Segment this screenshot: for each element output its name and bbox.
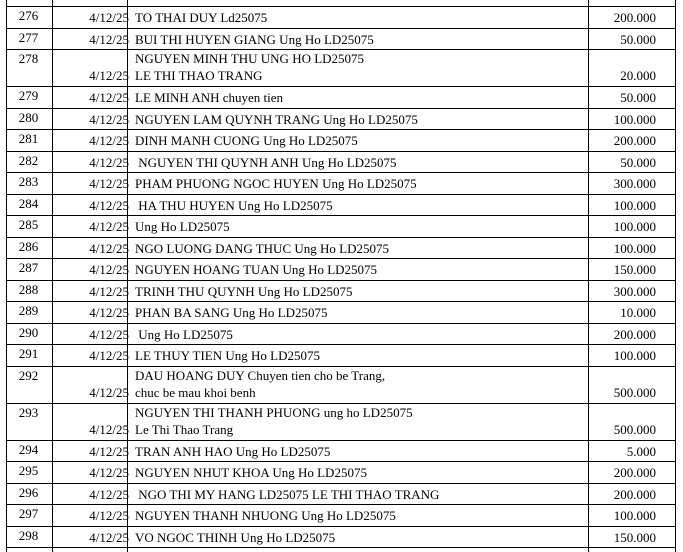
- row-amount: 200.000: [613, 487, 656, 502]
- row-date-cell: [52, 86, 131, 108]
- row-number-cell: [6, 6, 51, 28]
- row-number-cell: [6, 504, 51, 526]
- row-description-cell: [133, 6, 591, 28]
- row-number-cell: [6, 301, 51, 323]
- row-number-cell: [6, 366, 51, 403]
- row-description-cell: [133, 258, 591, 280]
- row-date-cell: [52, 526, 131, 548]
- row-date: 4/12/25: [89, 176, 129, 191]
- row-description: DAU HOANG DUY Chuyen tien cho be Trang, chuc be mau khoi benh: [135, 368, 386, 400]
- row-amount: 200.000: [613, 327, 656, 342]
- row-description: NGUYEN NHUT KHOA Ung Ho LD25075: [135, 465, 367, 480]
- row-number-cell: [6, 49, 51, 86]
- row-amount-cell: [592, 403, 674, 440]
- row-description-cell: [133, 129, 591, 151]
- row-amount: 5.000: [626, 444, 656, 459]
- row-number-cell: [6, 194, 51, 216]
- table-row: [6, 172, 675, 194]
- row-number-cell: [6, 237, 51, 259]
- row-date: 4/12/25: [89, 327, 129, 342]
- table-row: [6, 526, 675, 548]
- row-date-cell: [52, 237, 131, 259]
- row-amount-cell: [592, 237, 674, 259]
- row-amount-cell: [592, 108, 674, 130]
- row-date-cell: [52, 28, 131, 50]
- row-date: 4/12/25: [89, 385, 129, 400]
- row-number-cell: [6, 526, 51, 548]
- table-row: [6, 151, 675, 173]
- row-description: LE MINH ANH chuyen tien: [135, 90, 284, 105]
- row-description: TRAN ANH HAO Ung Ho LD25075: [135, 444, 331, 459]
- row-amount-cell: [592, 151, 674, 173]
- row-description: NGUYEN HOANG TUAN Ung Ho LD25075: [135, 262, 378, 277]
- row-description: NGO LUONG DANG THUC Ung Ho LD25075: [135, 241, 389, 256]
- row-amount-cell: [592, 344, 674, 366]
- row-number-cell: [6, 280, 51, 302]
- row-description-cell: [133, 86, 591, 108]
- row-description: NGUYEN LAM QUYNH TRANG Ung Ho LD25075: [135, 112, 418, 127]
- table-row: [6, 280, 675, 302]
- table-row: [6, 301, 675, 323]
- row-number-cell: [6, 172, 51, 194]
- row-number: 285: [18, 217, 39, 232]
- row-amount-cell: [592, 49, 674, 86]
- row-description-cell: [133, 323, 591, 345]
- row-number: 277: [18, 30, 39, 45]
- table-row: [6, 504, 675, 526]
- row-amount-cell: [592, 504, 674, 526]
- table-row: [6, 28, 675, 50]
- row-date-cell: [52, 172, 131, 194]
- row-date-cell: [52, 6, 131, 28]
- row-amount: 150.000: [613, 530, 656, 545]
- row-number-cell: [6, 323, 51, 345]
- row-amount: 150.000: [613, 262, 656, 277]
- row-description-cell: [133, 504, 591, 526]
- row-amount-cell: [592, 280, 674, 302]
- row-number-cell: [6, 28, 51, 50]
- row-number: 288: [18, 282, 39, 297]
- row-description-cell: [133, 280, 591, 302]
- row-date-cell: [52, 49, 131, 86]
- row-date-cell: [52, 215, 131, 237]
- row-amount: 500.000: [613, 422, 656, 437]
- row-number-cell: [6, 483, 51, 505]
- row-date-cell: [52, 194, 131, 216]
- row-description-cell: [133, 49, 591, 86]
- row-description: LE THUY TIEN Ung Ho LD25075: [135, 348, 320, 363]
- row-description-cell: [133, 483, 591, 505]
- row-date: 4/12/25: [89, 348, 129, 363]
- row-date-cell: [52, 403, 131, 440]
- row-description: Ung Ho LD25075: [135, 219, 230, 234]
- row-number: 278: [18, 51, 39, 66]
- row-amount: 20.000: [620, 68, 656, 83]
- row-number: 290: [18, 325, 39, 340]
- row-amount-cell: [592, 28, 674, 50]
- row-date: 4/12/25: [89, 10, 129, 25]
- row-amount: 100.000: [613, 198, 656, 213]
- row-date: 4/12/25: [89, 305, 129, 320]
- table-row: [6, 461, 675, 483]
- row-description-cell: [133, 151, 591, 173]
- row-number: 289: [18, 303, 39, 318]
- row-date: 4/12/25: [89, 284, 129, 299]
- row-number-cell: [6, 403, 51, 440]
- row-number: 276: [18, 8, 39, 23]
- column-border: [675, 0, 676, 552]
- row-date-cell: [52, 151, 131, 173]
- row-amount-cell: [592, 440, 674, 462]
- row-date: 4/12/25: [89, 241, 129, 256]
- row-amount: 200.000: [613, 10, 656, 25]
- row-number: 279: [18, 88, 39, 103]
- row-number: 287: [18, 260, 39, 275]
- row-number-cell: [6, 86, 51, 108]
- row-description: BUI THI HUYEN GIANG Ung Ho LD25075: [135, 32, 374, 47]
- row-amount: 10.000: [620, 305, 656, 320]
- row-amount: 500.000: [613, 385, 656, 400]
- row-number: 297: [18, 506, 39, 521]
- row-description: DINH MANH CUONG Ung Ho LD25075: [135, 133, 358, 148]
- table-row: [6, 129, 675, 151]
- row-number: 295: [18, 463, 39, 478]
- row-amount-cell: [592, 6, 674, 28]
- row-amount: 50.000: [620, 155, 656, 170]
- row-description: PHAM PHUONG NGOC HUYEN Ung Ho LD25075: [135, 176, 417, 191]
- row-number-cell: [6, 151, 51, 173]
- row-number: 282: [18, 153, 39, 168]
- row-description-cell: [133, 526, 591, 548]
- row-amount-cell: [592, 215, 674, 237]
- row-date: 4/12/25: [89, 465, 129, 480]
- row-number: 281: [18, 131, 39, 146]
- row-date: 4/12/25: [89, 487, 129, 502]
- row-date: 4/12/25: [89, 68, 129, 83]
- row-date-cell: [52, 504, 131, 526]
- row-description-cell: [133, 215, 591, 237]
- row-amount-cell: [592, 526, 674, 548]
- row-date-cell: [52, 301, 131, 323]
- table-row: [6, 108, 675, 130]
- table-row: [6, 86, 675, 108]
- row-number: 284: [18, 196, 39, 211]
- row-description: TO THAI DUY Ld25075: [135, 10, 268, 25]
- row-description: NGUYEN MINH THU UNG HO LD25075 LE THI THAO TRANG: [135, 51, 365, 83]
- row-amount: 50.000: [620, 32, 656, 47]
- row-description-cell: [133, 440, 591, 462]
- row-number-cell: [6, 215, 51, 237]
- row-description-cell: [133, 461, 591, 483]
- row-amount: 100.000: [613, 508, 656, 523]
- row-description: NGUYEN THI THANH PHUONG ung ho LD25075 Le Thi Thao Trang: [135, 405, 413, 437]
- row-amount: 100.000: [613, 241, 656, 256]
- row-date-cell: [52, 280, 131, 302]
- row-description-cell: [133, 366, 591, 403]
- row-date-cell: [52, 461, 131, 483]
- row-amount-cell: [592, 483, 674, 505]
- row-description-cell: [133, 237, 591, 259]
- row-date: 4/12/25: [89, 155, 129, 170]
- row-amount-cell: [592, 366, 674, 403]
- row-description: HA THU HUYEN Ung Ho LD25075: [135, 198, 333, 213]
- row-number-cell: [6, 344, 51, 366]
- row-description-cell: [133, 194, 591, 216]
- row-date: 4/12/25: [89, 444, 129, 459]
- row-amount-cell: [592, 194, 674, 216]
- row-date: 4/12/25: [89, 219, 129, 234]
- row-amount-cell: [592, 172, 674, 194]
- row-date: 4/12/25: [89, 422, 129, 437]
- row-amount: 200.000: [613, 133, 656, 148]
- row-description-cell: [133, 172, 591, 194]
- row-amount-cell: [592, 301, 674, 323]
- row-number-cell: [6, 440, 51, 462]
- row-number: 294: [18, 442, 39, 457]
- row-number-cell: [6, 108, 51, 130]
- table-row: [6, 258, 675, 280]
- row-date-cell: [52, 108, 131, 130]
- row-number: 292: [18, 368, 39, 383]
- row-number-cell: [6, 258, 51, 280]
- row-number: 296: [18, 485, 39, 500]
- row-number-cell: [6, 461, 51, 483]
- table-row: [6, 6, 675, 28]
- row-description: Ung Ho LD25075: [135, 327, 233, 342]
- table-row: [6, 344, 675, 366]
- row-number-cell: [6, 129, 51, 151]
- row-date: 4/12/25: [89, 508, 129, 523]
- row-number: 283: [18, 174, 39, 189]
- row-amount-cell: [592, 129, 674, 151]
- row-date: 4/12/25: [89, 262, 129, 277]
- row-date: 4/12/25: [89, 198, 129, 213]
- row-description: NGUYEN THI QUYNH ANH Ung Ho LD25075: [135, 155, 397, 170]
- row-amount: 100.000: [613, 219, 656, 234]
- row-description: PHAN BA SANG Ung Ho LD25075: [135, 305, 328, 320]
- table-row: [6, 215, 675, 237]
- table-row: [6, 323, 675, 345]
- row-amount: 300.000: [613, 284, 656, 299]
- row-date-cell: [52, 323, 131, 345]
- row-description-cell: [133, 301, 591, 323]
- row-number: 293: [18, 405, 39, 420]
- row-amount-cell: [592, 323, 674, 345]
- row-amount-cell: [592, 258, 674, 280]
- row-date-cell: [52, 483, 131, 505]
- row-description: TRINH THU QUYNH Ung Ho LD25075: [135, 284, 353, 299]
- row-border: [6, 547, 675, 548]
- row-description: NGO THI MY HANG LD25075 LE THI THAO TRANG: [135, 487, 440, 502]
- row-date-cell: [52, 258, 131, 280]
- table-row: [6, 483, 675, 505]
- table-row: [6, 49, 675, 86]
- row-amount: 100.000: [613, 112, 656, 127]
- table-row: [6, 403, 675, 440]
- row-date-cell: [52, 129, 131, 151]
- row-number: 298: [18, 528, 39, 543]
- row-date: 4/12/25: [89, 530, 129, 545]
- row-date: 4/12/25: [89, 133, 129, 148]
- row-description-cell: [133, 403, 591, 440]
- table-row: [6, 194, 675, 216]
- row-date: 4/12/25: [89, 32, 129, 47]
- table-row: [6, 237, 675, 259]
- row-description-cell: [133, 108, 591, 130]
- row-amount: 100.000: [613, 348, 656, 363]
- row-description-cell: [133, 344, 591, 366]
- row-amount: 50.000: [620, 90, 656, 105]
- row-date-cell: [52, 344, 131, 366]
- row-description: VO NGOC THINH Ung Ho LD25075: [135, 530, 336, 545]
- table-row: [6, 366, 675, 403]
- row-date-cell: [52, 366, 131, 403]
- row-number: 286: [18, 239, 39, 254]
- row-amount: 300.000: [613, 176, 656, 191]
- row-number: 280: [18, 110, 39, 125]
- row-description-cell: [133, 28, 591, 50]
- row-date: 4/12/25: [89, 90, 129, 105]
- row-date: 4/12/25: [89, 112, 129, 127]
- row-description: NGUYEN THANH NHUONG Ung Ho LD25075: [135, 508, 396, 523]
- row-date-cell: [52, 440, 131, 462]
- table-row: [6, 440, 675, 462]
- row-amount-cell: [592, 461, 674, 483]
- row-number: 291: [18, 346, 39, 361]
- row-amount: 200.000: [613, 465, 656, 480]
- row-amount-cell: [592, 86, 674, 108]
